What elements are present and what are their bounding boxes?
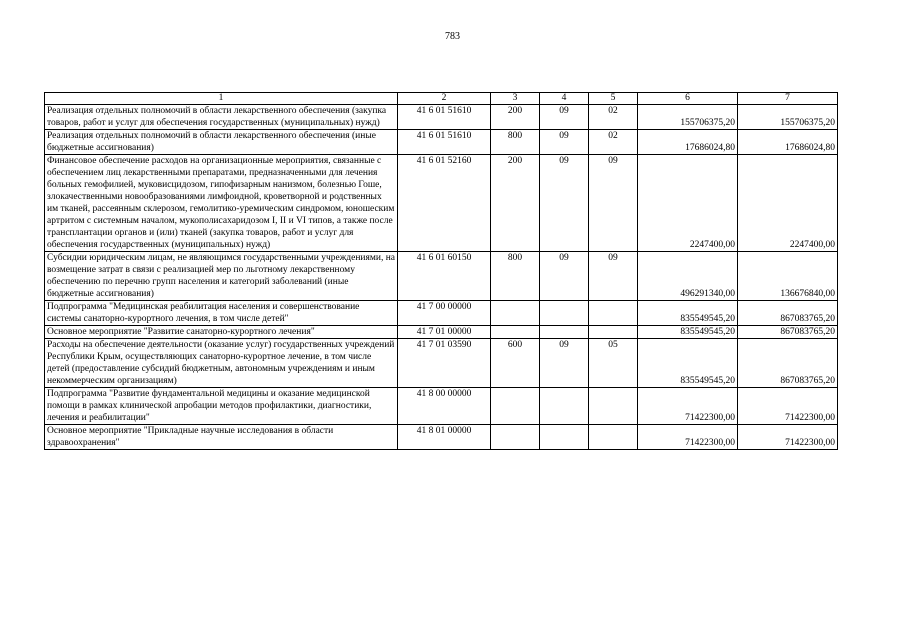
row-amount-2-cell: 867083765,20 xyxy=(738,326,838,339)
row-expense-type-cell: 200 xyxy=(491,105,540,130)
row-name-cell: Подпрограмма "Медицинская реабилитация населения и совершенствование системы санаторно-курортного лечения, в том числе детей" xyxy=(45,301,398,326)
row-expense-type-cell xyxy=(491,326,540,339)
row-section-cell xyxy=(540,301,589,326)
row-amount-2-cell: 136676840,00 xyxy=(738,252,838,301)
header-cell: 6 xyxy=(638,93,738,105)
table-row xyxy=(45,425,838,450)
row-section-cell: 09 xyxy=(540,252,589,301)
row-subsection-cell: 09 xyxy=(589,155,638,252)
row-amount-2-cell: 17686024,80 xyxy=(738,130,838,155)
row-expense-type-cell xyxy=(491,425,540,450)
row-amount-2-cell: 867083765,20 xyxy=(738,301,838,326)
row-name-cell: Реализация отдельных полномочий в области лекарственного обеспечения (закупка товаров, работ и услуг для обеспечения государственных (муниципальных) нужд) xyxy=(45,105,398,130)
row-code-cell: 41 6 01 51610 xyxy=(398,130,491,155)
row-code-cell: 41 6 01 51610 xyxy=(398,105,491,130)
row-name-cell: Подпрограмма "Развитие фундаментальной медицины и оказание медицинской помощи в рамках клинической апробации методов профилактики, диагностики, лечения и реабилитации" xyxy=(45,388,398,425)
table-row xyxy=(45,339,838,388)
row-amount-1-cell: 496291340,00 xyxy=(638,252,738,301)
row-amount-2-cell: 2247400,00 xyxy=(738,155,838,252)
header-cell: 1 xyxy=(45,93,398,105)
budget-table xyxy=(44,92,838,450)
row-section-cell xyxy=(540,326,589,339)
header-cell: 7 xyxy=(738,93,838,105)
header-cell: 5 xyxy=(589,93,638,105)
row-amount-2-cell: 867083765,20 xyxy=(738,339,838,388)
row-code-cell: 41 6 01 52160 xyxy=(398,155,491,252)
row-name-cell: Расходы на обеспечение деятельности (оказание услуг) государственных учреждений Республики Крым, осуществляющих санаторно-курортное лечение, в том числе детей (предоставление субсидий бюджетным, автономным учреждениям и иным некоммерческим организациям) xyxy=(45,339,398,388)
row-amount-2-cell: 71422300,00 xyxy=(738,425,838,450)
table-row xyxy=(45,301,838,326)
table-row xyxy=(45,252,838,301)
row-code-cell: 41 7 01 00000 xyxy=(398,326,491,339)
row-section-cell: 09 xyxy=(540,130,589,155)
row-code-cell: 41 6 01 60150 xyxy=(398,252,491,301)
row-amount-1-cell: 17686024,80 xyxy=(638,130,738,155)
header-row xyxy=(45,93,838,105)
row-expense-type-cell xyxy=(491,388,540,425)
row-code-cell: 41 7 00 00000 xyxy=(398,301,491,326)
table-row xyxy=(45,105,838,130)
row-amount-1-cell: 2247400,00 xyxy=(638,155,738,252)
row-name-cell: Субсидии юридическим лицам, не являющимся государственными учреждениями, на возмещение затрат в связи с реализацией мер по льготному лекарственному обеспечению по перечню групп населения и категорий заболеваний (иные бюджетные ассигнования) xyxy=(45,252,398,301)
row-amount-1-cell: 835549545,20 xyxy=(638,326,738,339)
row-expense-type-cell: 800 xyxy=(491,130,540,155)
row-section-cell: 09 xyxy=(540,339,589,388)
table-row xyxy=(45,326,838,339)
row-expense-type-cell: 800 xyxy=(491,252,540,301)
table-row xyxy=(45,155,838,252)
row-code-cell: 41 8 00 00000 xyxy=(398,388,491,425)
row-subsection-cell xyxy=(589,388,638,425)
row-subsection-cell: 02 xyxy=(589,105,638,130)
row-amount-1-cell: 835549545,20 xyxy=(638,301,738,326)
row-amount-1-cell: 835549545,20 xyxy=(638,339,738,388)
row-code-cell: 41 7 01 03590 xyxy=(398,339,491,388)
row-name-cell: Основное мероприятие "Развитие санаторно-курортного лечения" xyxy=(45,326,398,339)
row-subsection-cell: 05 xyxy=(589,339,638,388)
table-row xyxy=(45,130,838,155)
row-section-cell: 09 xyxy=(540,155,589,252)
header-cell: 2 xyxy=(398,93,491,105)
row-amount-1-cell: 71422300,00 xyxy=(638,425,738,450)
row-subsection-cell: 02 xyxy=(589,130,638,155)
row-name-cell: Основное мероприятие "Прикладные научные исследования в области здравоохранения" xyxy=(45,425,398,450)
row-section-cell xyxy=(540,425,589,450)
row-subsection-cell: 09 xyxy=(589,252,638,301)
table-row xyxy=(45,388,838,425)
row-section-cell xyxy=(540,388,589,425)
row-amount-1-cell: 71422300,00 xyxy=(638,388,738,425)
row-name-cell: Реализация отдельных полномочий в области лекарственного обеспечения (иные бюджетные ассигнования) xyxy=(45,130,398,155)
row-section-cell: 09 xyxy=(540,105,589,130)
row-amount-1-cell: 155706375,20 xyxy=(638,105,738,130)
row-expense-type-cell xyxy=(491,301,540,326)
row-name-cell: Финансовое обеспечение расходов на организационные мероприятия, связанные с обеспечением лиц лекарственными препаратами, предназначенными для лечения больных гемофилией, муковисцидозом, гипофизарным нанизмом, болезнью Гоше, злокачественными новообразованиями лимфоидной, кроветворной и родственных им тканей, рассеянным склерозом, гемолитико-уремическим синдромом, юношеским артритом с системным началом, мукополисахаридозом I, II и VI типов, а также после трансплантации органов и (или) тканей (закупка товаров, работ и услуг для обеспечения государственных (муниципальных) нужд) xyxy=(45,155,398,252)
row-subsection-cell xyxy=(589,301,638,326)
row-expense-type-cell: 600 xyxy=(491,339,540,388)
row-amount-2-cell: 155706375,20 xyxy=(738,105,838,130)
page-number: 783 xyxy=(445,31,460,42)
row-expense-type-cell: 200 xyxy=(491,155,540,252)
row-subsection-cell xyxy=(589,326,638,339)
row-amount-2-cell: 71422300,00 xyxy=(738,388,838,425)
header-cell: 3 xyxy=(491,93,540,105)
row-code-cell: 41 8 01 00000 xyxy=(398,425,491,450)
row-subsection-cell xyxy=(589,425,638,450)
header-cell: 4 xyxy=(540,93,589,105)
